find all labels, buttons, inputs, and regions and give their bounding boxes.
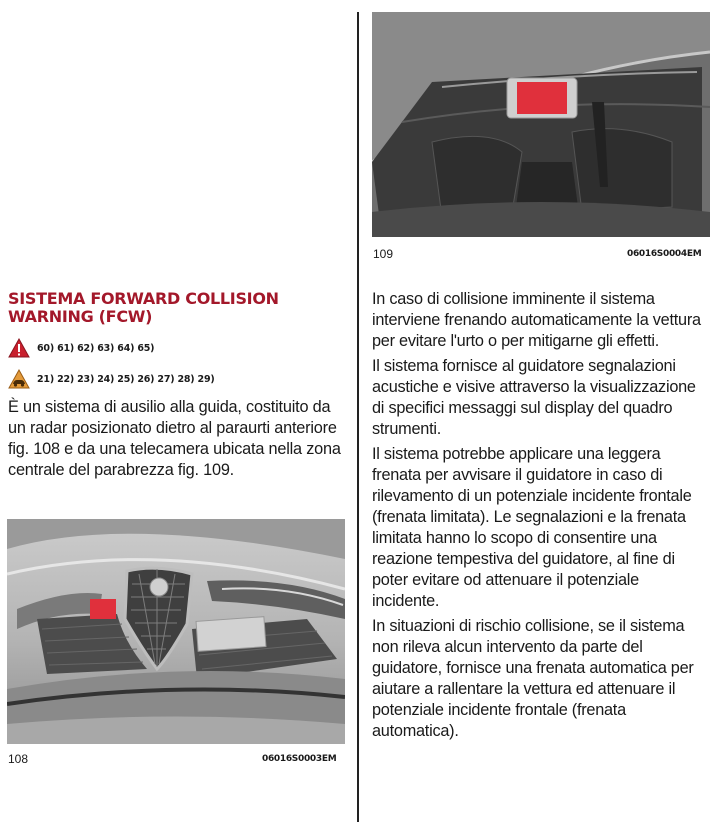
- section-title: SISTEMA FORWARD COLLISION WARNING (FCW): [8, 289, 279, 326]
- danger-triangle-icon: [8, 338, 30, 358]
- camera-highlight: [517, 82, 567, 114]
- paragraph: Il sistema potrebbe applicare una leggera frenata per avvisare il guidatore in caso di rilevamento di un potenziale incidente frontale (frenata limitata). Le segnalazioni e la frenata limitata hanno lo scopo di consentire una reazione tempestiva del guidatore, al fine di poter evitare od attenuare il potenziale incidente.: [372, 445, 692, 610]
- main-text: [372, 289, 708, 746]
- figure-109-number: 109: [373, 247, 394, 261]
- figure-109-code: 06016S0004EM: [627, 249, 702, 259]
- danger-warning-row: [8, 338, 154, 358]
- paragraph: Il sistema fornisce al guidatore segnalazioni acustiche e visive attraverso la visualizzazione di specifici messaggi sul display del quadro strumenti.: [372, 357, 696, 438]
- figure-108-image: [7, 519, 345, 744]
- figure-109-image: [372, 12, 710, 237]
- caution-warning-row: [8, 369, 215, 389]
- caution-triangle-icon: [8, 369, 30, 389]
- paragraph: In situazioni di rischio collisione, se il sistema non rileva alcun intervento da parte del guidatore, fornisce una frenata automatica per aiutare a rallentare la vettura ed attenuare il potenziale incidente frontale (frenata automatica).: [372, 617, 694, 740]
- column-divider: [357, 12, 359, 822]
- danger-refs: 60) 61) 62) 63) 64) 65): [37, 342, 155, 354]
- paragraph: In caso di collisione imminente il sistema interviene frenando automaticamente la vettura per evitare l'urto o per mitigarne gli effetti.: [372, 290, 701, 350]
- section-intro: È un sistema di ausilio alla guida, costituito da un radar posizionato dietro al paraurti anteriore fig. 108 e da una telecamera ubicata nella zona centrale del parabrezza fig. 109.: [8, 398, 341, 479]
- caution-refs: 21) 22) 23) 24) 25) 26) 27) 28) 29): [37, 373, 215, 385]
- figure-108-number: 108: [8, 752, 29, 766]
- figure-108-code: 06016S0003EM: [262, 754, 337, 764]
- radar-highlight: [90, 599, 116, 619]
